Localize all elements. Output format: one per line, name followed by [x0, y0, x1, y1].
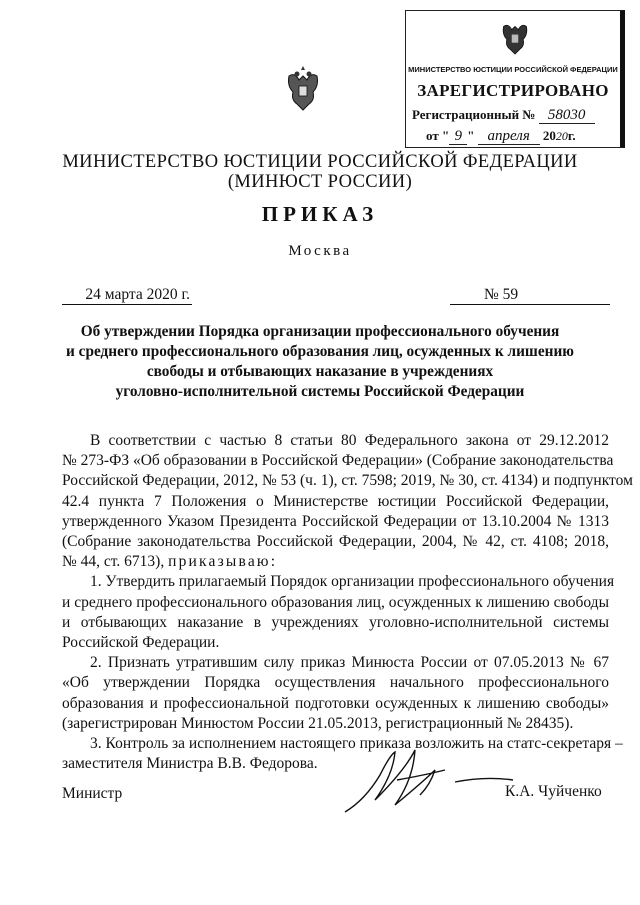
- stamp-reg-number: 58030: [539, 108, 595, 124]
- stamp-ministry: МИНИСТЕРСТВО ЮСТИЦИИ РОССИЙСКОЙ ФЕДЕРАЦИИ: [408, 65, 618, 74]
- stamp-day-sep: ": [467, 128, 475, 143]
- text-line: 3. Контроль за исполнением настоящего приказа возложить на статс-секретаря –: [90, 735, 623, 753]
- preamble-paragraph: [62, 431, 633, 572]
- text-line: 1. Утвердить прилагаемый Порядок организации профессионального обучения: [90, 573, 615, 591]
- text-line: 2. Признать утратившим силу приказ Минюста России от 07.05.2013 № 67: [90, 654, 609, 672]
- stamp-day: 9: [449, 129, 467, 145]
- coat-of-arms-emblem: [285, 62, 321, 116]
- heading-line: и среднего профессионального образования лиц, осужденных к лишению: [66, 343, 574, 360]
- text-line: и среднего профессионального образования лиц, осужденных к лишению свободы: [62, 593, 609, 611]
- stamp-year-prefix: 20: [542, 128, 556, 143]
- stamp-date-prefix: от ": [426, 128, 450, 143]
- text-line: (Собрание законодательства Российской Федерации, 2004, № 42, ст. 4108; 2018,: [62, 533, 609, 551]
- text-line: Российской Федерации.: [62, 634, 220, 652]
- text-line: [62, 552, 609, 572]
- heading-line: Об утверждении Порядка организации профессионального обучения: [80, 323, 560, 340]
- document-type: ПРИКАЗ: [261, 202, 379, 226]
- text-line: 42.4 пункта 7 Положения о Министерстве юстиции Российской Федерации,: [62, 492, 609, 510]
- document-heading: [30, 322, 610, 402]
- order-item-1: [62, 572, 615, 653]
- order-item-2: [62, 653, 609, 734]
- text-line: заместителя Министра В.В. Федорова.: [62, 755, 318, 773]
- order-word: приказываю:: [168, 553, 278, 571]
- text-line: (зарегистрирован Минюстом России 21.05.2013, регистрационный № 28435).: [62, 714, 574, 732]
- signer-position: Министр: [62, 785, 123, 802]
- text-line: «Об утверждении Порядка осуществления начального профессионального: [62, 674, 609, 692]
- heading-line: свободы и отбывающих наказание в учреждениях: [146, 363, 494, 380]
- stamp-month: апреля: [478, 129, 540, 145]
- handwritten-signature: [335, 740, 515, 825]
- stamp-year-suffix: г.: [567, 128, 576, 143]
- document-body: [62, 431, 633, 774]
- ministry-short-title: (МИНЮСТ РОССИИ): [227, 172, 413, 192]
- ministry-title: МИНИСТЕРСТВО ЮСТИЦИИ РОССИЙСКОЙ ФЕДЕРАЦИИ: [62, 152, 578, 172]
- signer-name: К.А. Чуйченко: [505, 783, 602, 800]
- document-date: 24 марта 2020 г.: [62, 286, 192, 305]
- stamp-year-hand: 20: [555, 129, 568, 143]
- stamp-reg-number-row: [412, 107, 595, 124]
- document-number: № 59: [450, 286, 610, 305]
- stamp-date-row: [426, 128, 576, 145]
- heading-line: уголовно-исполнительной системы Российской Федерации: [115, 383, 525, 400]
- stamp-registered: ЗАРЕГИСТРИРОВАНО: [417, 81, 609, 100]
- stamp-reg-label: Регистрационный №: [412, 107, 536, 122]
- text-line: образования и профессиональной подготовки осужденных к лишению свободы»: [62, 694, 609, 712]
- text-line: В соответствии с частью 8 статьи 80 Федерального закона от 29.12.2012: [90, 432, 609, 449]
- text-line: утвержденного Указом Президента Российской Федерации от 13.10.2004 № 1313: [62, 512, 609, 530]
- text-line: Российской Федерации, 2012, № 53 (ч. 1), ст. 7598; 2019, № 30, ст. 4134) и подпунктом: [62, 472, 633, 490]
- preamble-end: № 44, ст. 6713),: [62, 553, 165, 571]
- text-line: и отбывающих наказание в учреждениях уголовно-исполнительной системы: [62, 613, 609, 631]
- city: Москва: [288, 243, 352, 259]
- stamp-emblem-icon: [498, 15, 532, 64]
- text-line: № 273-ФЗ «Об образовании в Российской Федерации» (Собрание законодательства: [62, 452, 614, 470]
- registration-stamp: [405, 10, 625, 148]
